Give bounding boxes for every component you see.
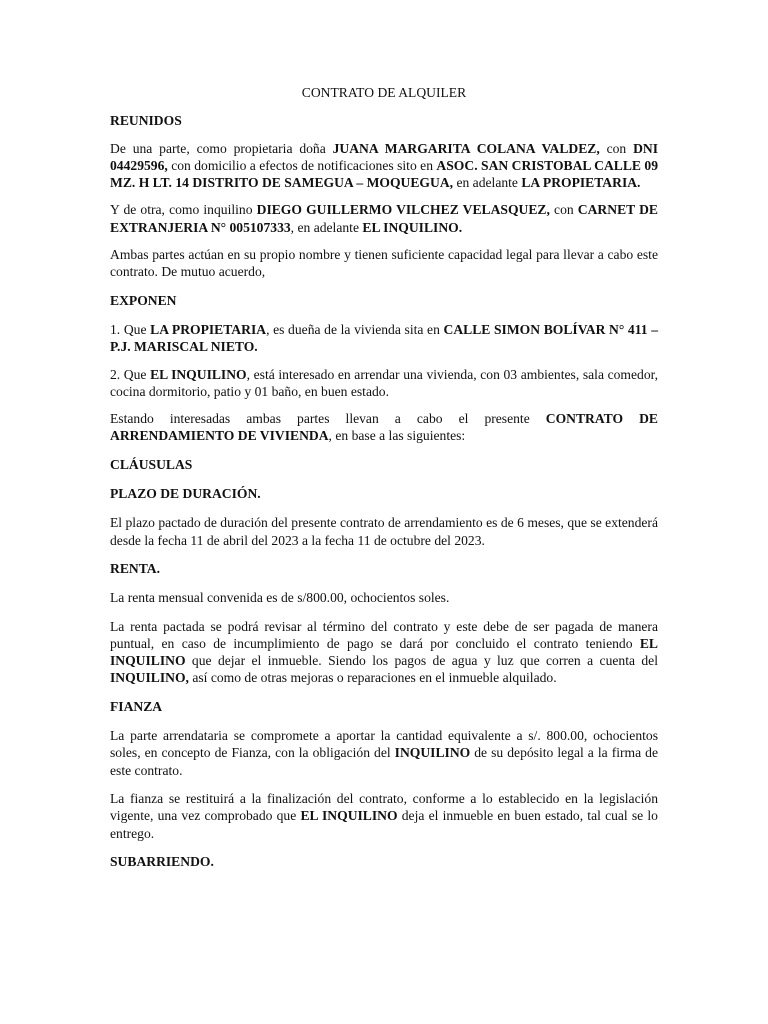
section-heading-reunidos: REUNIDOS (110, 113, 182, 129)
paragraph-propietaria (110, 140, 658, 192)
clause-heading-renta: RENTA. (110, 560, 160, 576)
property-address: CALLE SIMON BOLÍVAR N° 411 – P.J. MARISCAL NIETO. (110, 321, 659, 355)
text: , en base a las siguientes: (328, 428, 466, 444)
paragraph-fianza-monto (110, 727, 658, 779)
tenant-role: EL INQUILINO (150, 366, 247, 382)
text: de su depósito legal a la firma de este contrato. (110, 745, 658, 778)
paragraph-inquilino (110, 201, 658, 236)
text: La renta pactada se podrá revisar al término del contrato y este debe de ser pagada de manera puntual, en caso de incumplimiento de pago se dará por concluido el contrato teniendo (110, 618, 658, 651)
tenant-role: EL INQUILINO (300, 808, 398, 824)
tenant-role: INQUILINO (394, 745, 471, 761)
owner-role: LA PROPIETARIA. (521, 175, 641, 191)
text: , en adelante (290, 219, 363, 235)
text: Y de otra, como inquilino (110, 202, 257, 218)
paragraph-exponen-2 (110, 366, 658, 401)
section-heading-clausulas: CLÁUSULAS (110, 456, 193, 472)
tenant-id: CARNET DE EXTRANJERIA N° 005107333 (110, 202, 658, 235)
document-body (110, 84, 658, 870)
text: en adelante (453, 175, 522, 191)
text: con domicilio a efectos de notificaciones sito en (167, 157, 437, 173)
text: que dejar el inmueble. Siendo los pagos de agua y luz que corren a cuenta del (185, 653, 658, 669)
text: con (549, 202, 578, 218)
paragraph-renta-monto: La renta mensual convenida es de s/800.00, ochocientos soles. (110, 590, 450, 606)
text: 2. Que (110, 366, 151, 382)
tenant-role: EL INQUILINO. (362, 219, 463, 235)
clause-heading-subarriendo: SUBARRIENDO. (110, 853, 214, 869)
owner-role: LA PROPIETARIA (150, 321, 267, 337)
text: así como de otras mejoras o reparaciones en el inmueble alquilado. (188, 670, 557, 686)
tenant-name: DIEGO GUILLERMO VILCHEZ VELASQUEZ, (256, 202, 550, 218)
paragraph-plazo: El plazo pactado de duración del presente contrato de arrendamiento es de 6 meses, que se extenderá desde la fecha 11 de abril del 2023 a la fecha 11 de octubre del 2023. (110, 515, 658, 548)
clause-heading-fianza: FIANZA (110, 698, 163, 714)
paragraph-exponen-1 (110, 321, 658, 356)
owner-address: ASOC. SAN CRISTOBAL CALLE 09 MZ. H LT. 14 DISTRITO DE SAMEGUA – MOQUEGUA, (110, 157, 658, 191)
paragraph-fianza-restitucion (110, 790, 658, 842)
text: con (599, 140, 634, 156)
owner-name: JUANA MARGARITA COLANA VALDEZ, (332, 140, 600, 156)
text: La parte arrendataria se compromete a aportar la cantidad equivalente a s/. 800.00, ochocientos soles, en concepto de Fianza, con la obligación del (110, 728, 658, 761)
paragraph-ambas-partes: Ambas partes actúan en su propio nombre y tienen suficiente capacidad legal para llevar a cabo este contrato. De mutuo acuerdo, (110, 247, 658, 280)
text: De una parte, como propietaria doña (110, 140, 333, 156)
text: La fianza se restituirá a la finalización del contrato, conforme a lo establecido en la legislación vigente, una vez comprobado que (110, 790, 658, 824)
clause-heading-plazo: PLAZO DE DURACIÓN. (110, 486, 261, 502)
paragraph-renta-condiciones (110, 618, 658, 687)
owner-dni: DNI 04429596, (110, 140, 658, 173)
document-title: CONTRATO DE ALQUILER (301, 85, 467, 100)
contract-type: CONTRATO DE ARRENDAMIENTO DE VIVIENDA (110, 411, 659, 444)
text: , es dueña de la vivienda sita en (266, 321, 444, 337)
text: Estando interesadas ambas partes llevan a cabo el presente (110, 411, 546, 427)
text: , está interesado en arrendar una vivienda, con 03 ambientes, sala comedor, cocina dormitorio, patio y 01 baño, en buen estado. (110, 366, 659, 399)
tenant-role: INQUILINO, (110, 670, 189, 686)
text: 1. Que (110, 321, 151, 337)
paragraph-contrato (110, 410, 658, 445)
tenant-role: EL INQUILINO (110, 635, 658, 669)
text: deja el inmueble en buen estado, tal cual se lo entrego. (110, 808, 658, 841)
section-heading-exponen: EXPONEN (110, 292, 177, 308)
